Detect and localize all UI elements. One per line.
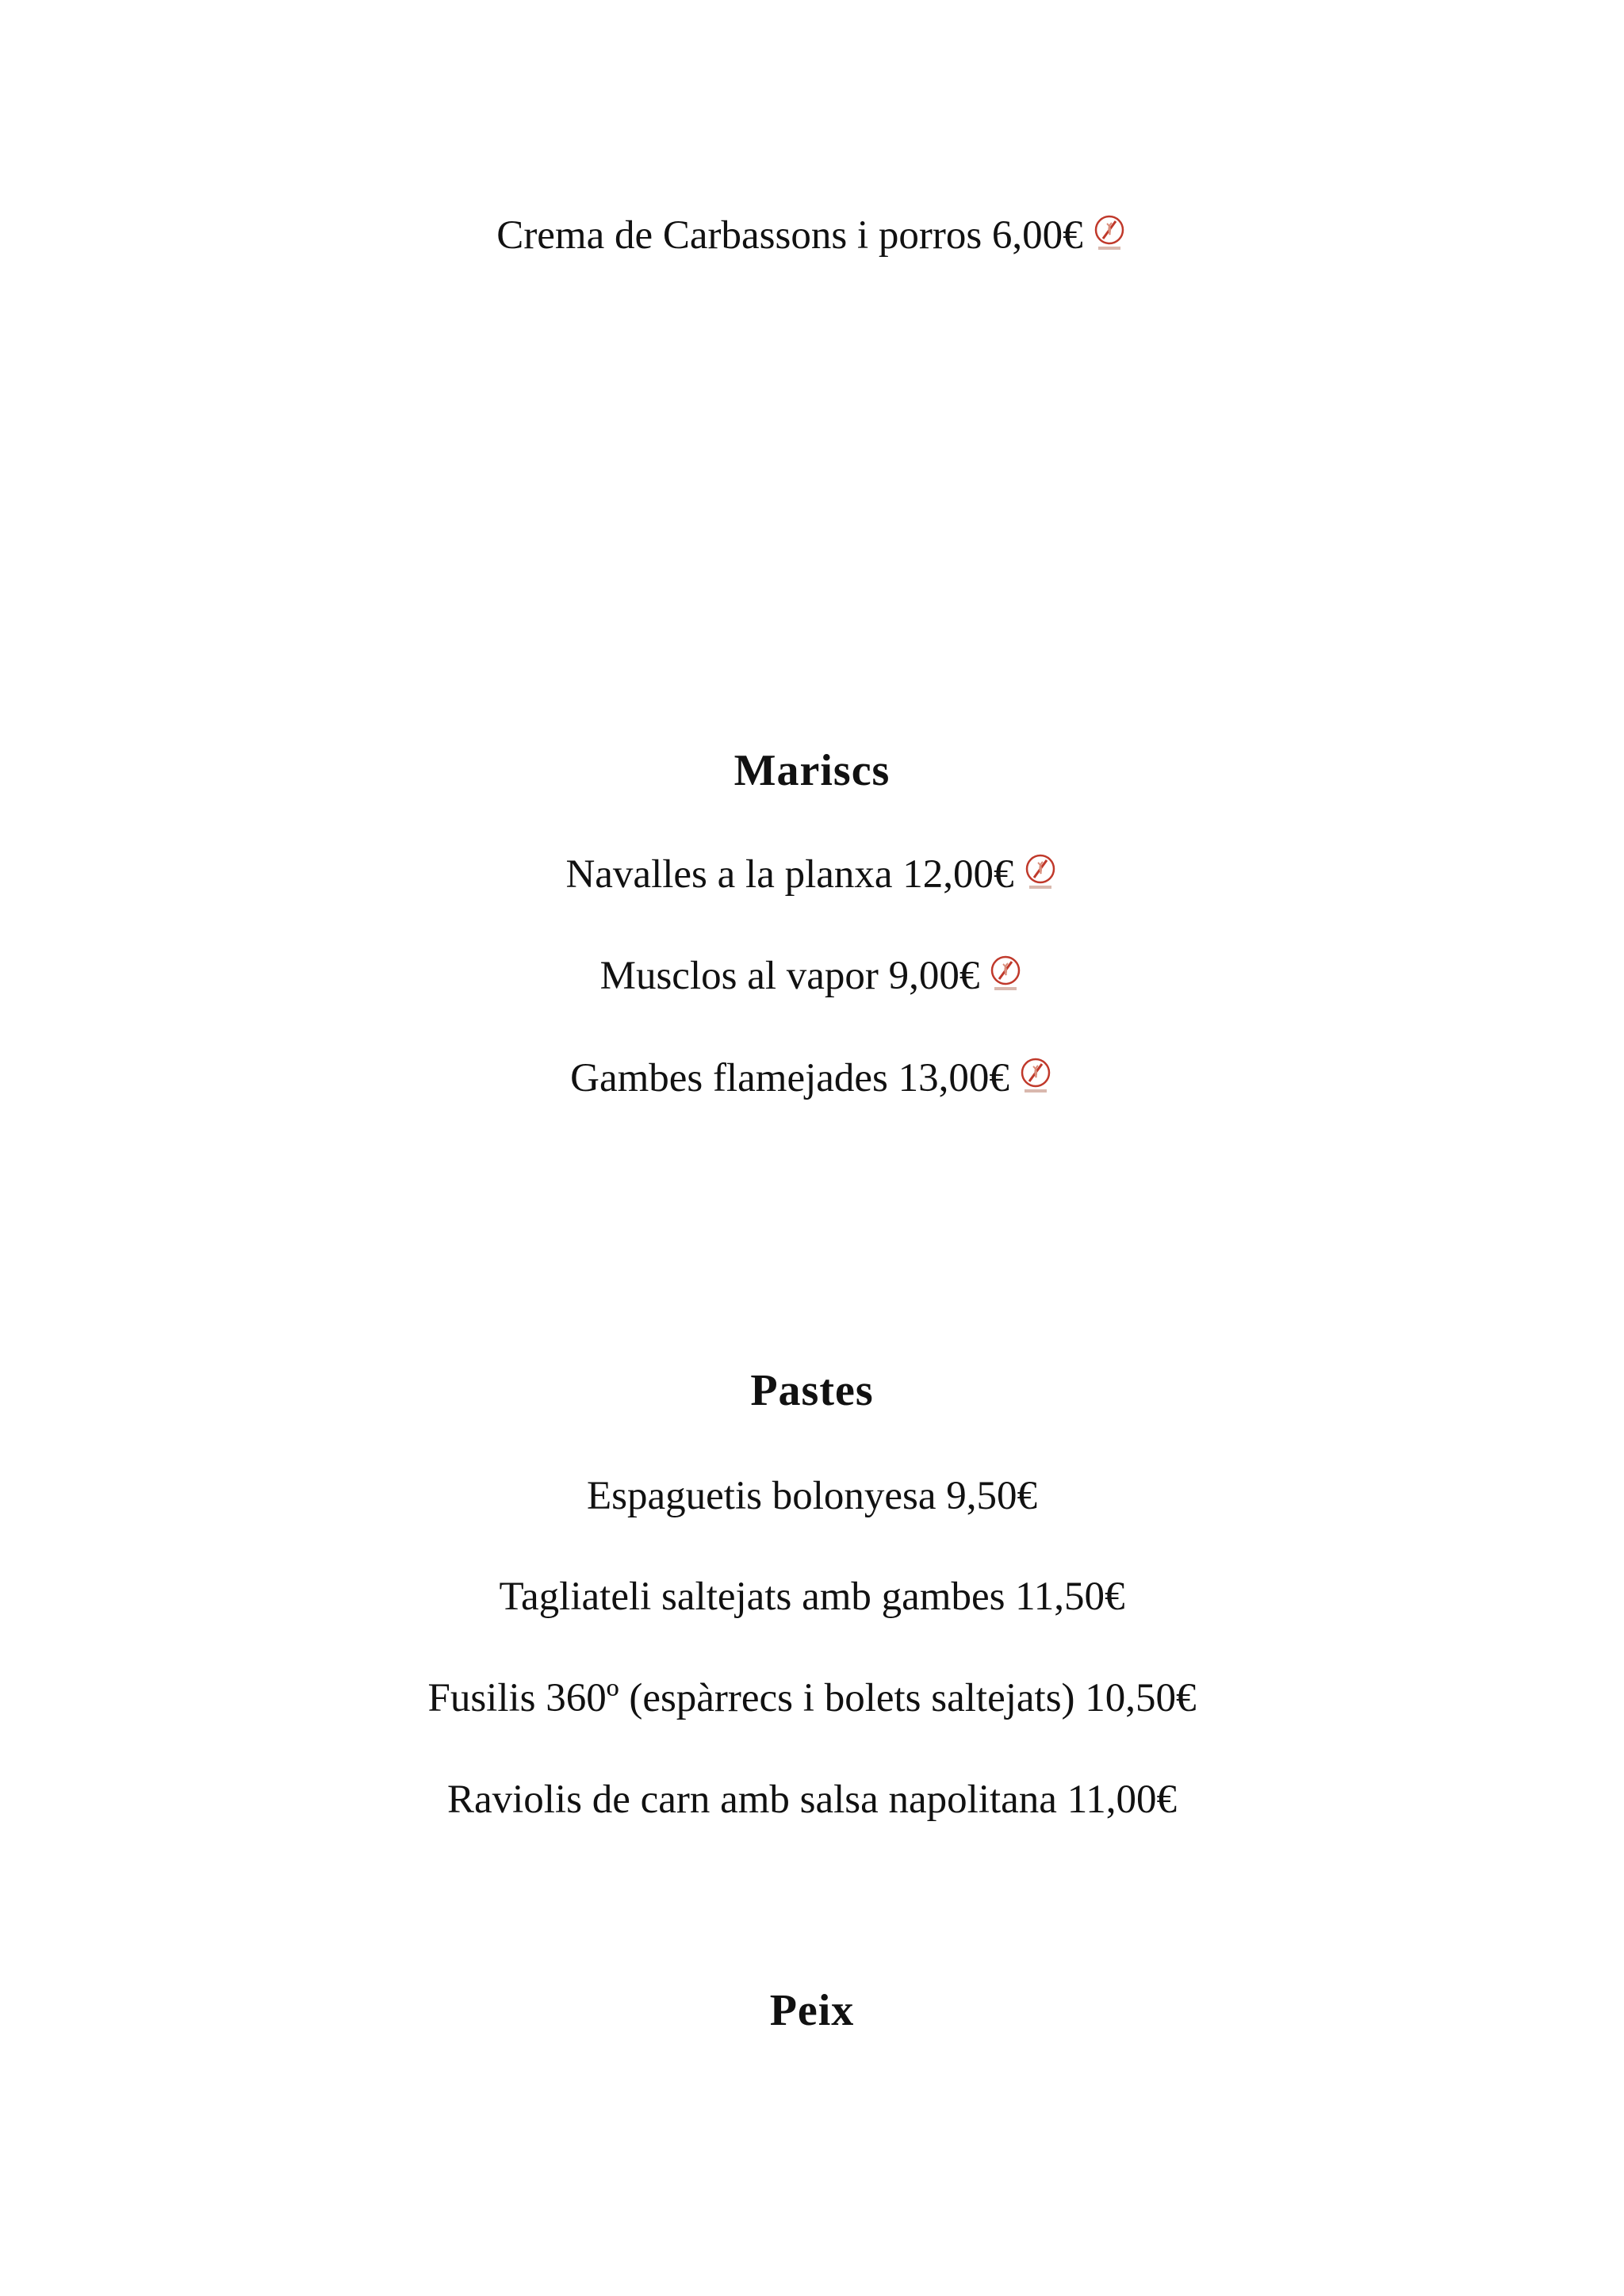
menu-item [0,1772,1624,1827]
menu-item-label: Raviolis de carn amb salsa napolitana 11,00€ [446,1777,1178,1822]
menu-item-label: Espaguetis bolonyesa 9,50€ [587,1474,1037,1518]
gluten-free-icon [1017,1056,1054,1096]
menu-item [0,1569,1624,1624]
gluten-free-icon [987,954,1024,993]
menu-item-label: Musclos al vapor 9,00€ [599,954,980,998]
menu-item-label: Fusilis 360º (espàrrecs i bolets saltejats) 10,50€ [427,1676,1197,1720]
gluten-free-icon [1091,213,1128,253]
menu-item [0,847,1624,902]
menu-item-label: Gambes flamejades 13,00€ [570,1056,1009,1100]
menu-item-label: Tagliateli saltejats amb gambes 11,50€ [499,1575,1125,1619]
menu-item-label: Navalles a la planxa 12,00€ [565,852,1014,897]
gluten-free-icon [1022,852,1059,892]
menu-item [0,1050,1624,1106]
section-title-pastes: Pastes [750,1366,874,1415]
menu-item [0,1468,1624,1524]
menu-item-label: Crema de Carbassons i porros 6,00€ [496,213,1083,258]
menu-item [0,948,1624,1004]
menu-item [0,1670,1624,1726]
section-title-mariscs: Mariscs [733,746,891,795]
section-title-peix: Peix [769,1986,855,2035]
menu-item [0,208,1624,263]
